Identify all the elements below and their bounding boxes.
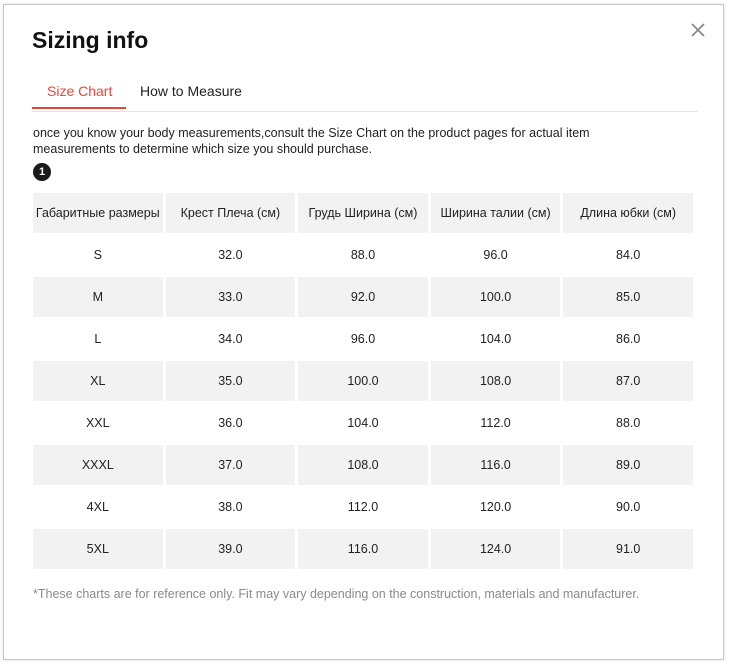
measurement-cell: 96.0: [350, 332, 376, 346]
close-button[interactable]: [687, 19, 709, 41]
measurement-cell: 96.0: [483, 248, 508, 262]
table-row: [33, 529, 693, 569]
measurement-cell: 124.0: [431, 529, 561, 569]
measurement-cell: 84.0: [616, 248, 641, 262]
measurement-cell: 92.0: [298, 277, 428, 317]
measurement-cell: 108.0: [298, 445, 428, 485]
column-header-skirt-length: Длина юбки (см): [563, 193, 693, 233]
measurement-cell: 120.0: [479, 500, 512, 514]
measurement-cell: 100.0: [298, 361, 428, 401]
measurement-cell: 35.0: [166, 361, 296, 401]
size-label-cell: XXL: [85, 416, 110, 430]
measurement-cell: 86.0: [616, 332, 641, 346]
table-header-row: [33, 193, 693, 233]
measurement-cell: 32.0: [218, 248, 243, 262]
measurement-cell: 104.0: [479, 332, 512, 346]
footnote: *These charts are for reference only. Fit may vary depending on the construction, materials and manufacturer.: [33, 587, 640, 601]
table-row: [33, 445, 693, 485]
column-header-waist: Ширина талии (см): [431, 193, 561, 233]
measurement-cell: 108.0: [431, 361, 561, 401]
measurement-cell: 33.0: [166, 277, 296, 317]
table-row: [33, 235, 693, 275]
measurement-cell: 34.0: [218, 332, 243, 346]
measurement-cell: 88.0: [616, 416, 641, 430]
column-header-chest: Грудь Ширина (см): [298, 193, 428, 233]
measurement-cell: 87.0: [563, 361, 693, 401]
table-row: [33, 319, 693, 359]
size-label-cell: M: [33, 277, 163, 317]
size-label-cell: S: [93, 248, 102, 262]
table-row: [33, 277, 693, 317]
table-body: [33, 235, 693, 569]
measurement-cell: 116.0: [431, 445, 561, 485]
measurement-cell: 112.0: [347, 500, 379, 514]
description-text: once you know your body measurements,consult the Size Chart on the product pages for actual item measurements to determine which size you should purchase.: [33, 126, 590, 156]
table-row: [33, 403, 693, 443]
measurement-cell: 91.0: [563, 529, 693, 569]
measurement-cell: 38.0: [218, 500, 243, 514]
table-row: [33, 487, 693, 527]
measurement-cell: 90.0: [616, 500, 641, 514]
size-label-cell: L: [94, 332, 102, 346]
size-chart-table: [30, 191, 696, 571]
tab-how-to-measure[interactable]: How to Measure: [140, 83, 242, 99]
measurement-cell: 89.0: [563, 445, 693, 485]
measurement-cell: 116.0: [298, 529, 428, 569]
measurement-cell: 88.0: [350, 248, 376, 262]
measurement-cell: 39.0: [166, 529, 296, 569]
tab-bar: [32, 75, 698, 112]
tab-size-chart[interactable]: Size Chart: [32, 83, 126, 109]
measurement-cell: 85.0: [563, 277, 693, 317]
dialog-title: Sizing info: [32, 27, 149, 53]
table-row: [33, 361, 693, 401]
size-label-cell: XL: [33, 361, 163, 401]
size-label-cell: XXXL: [33, 445, 163, 485]
measurement-cell: 36.0: [218, 416, 243, 430]
column-header-size: Габаритные размеры: [33, 193, 163, 233]
step-number-badge: 1: [33, 163, 51, 181]
column-header-shoulder: Крест Плеча (см): [166, 193, 296, 233]
size-label-cell: 5XL: [33, 529, 163, 569]
sizing-info-dialog: [3, 4, 724, 660]
measurement-cell: 104.0: [347, 416, 379, 430]
size-label-cell: 4XL: [86, 500, 109, 514]
measurement-cell: 100.0: [431, 277, 561, 317]
close-icon: [691, 23, 705, 37]
measurement-cell: 112.0: [480, 416, 511, 430]
measurement-cell: 37.0: [166, 445, 296, 485]
